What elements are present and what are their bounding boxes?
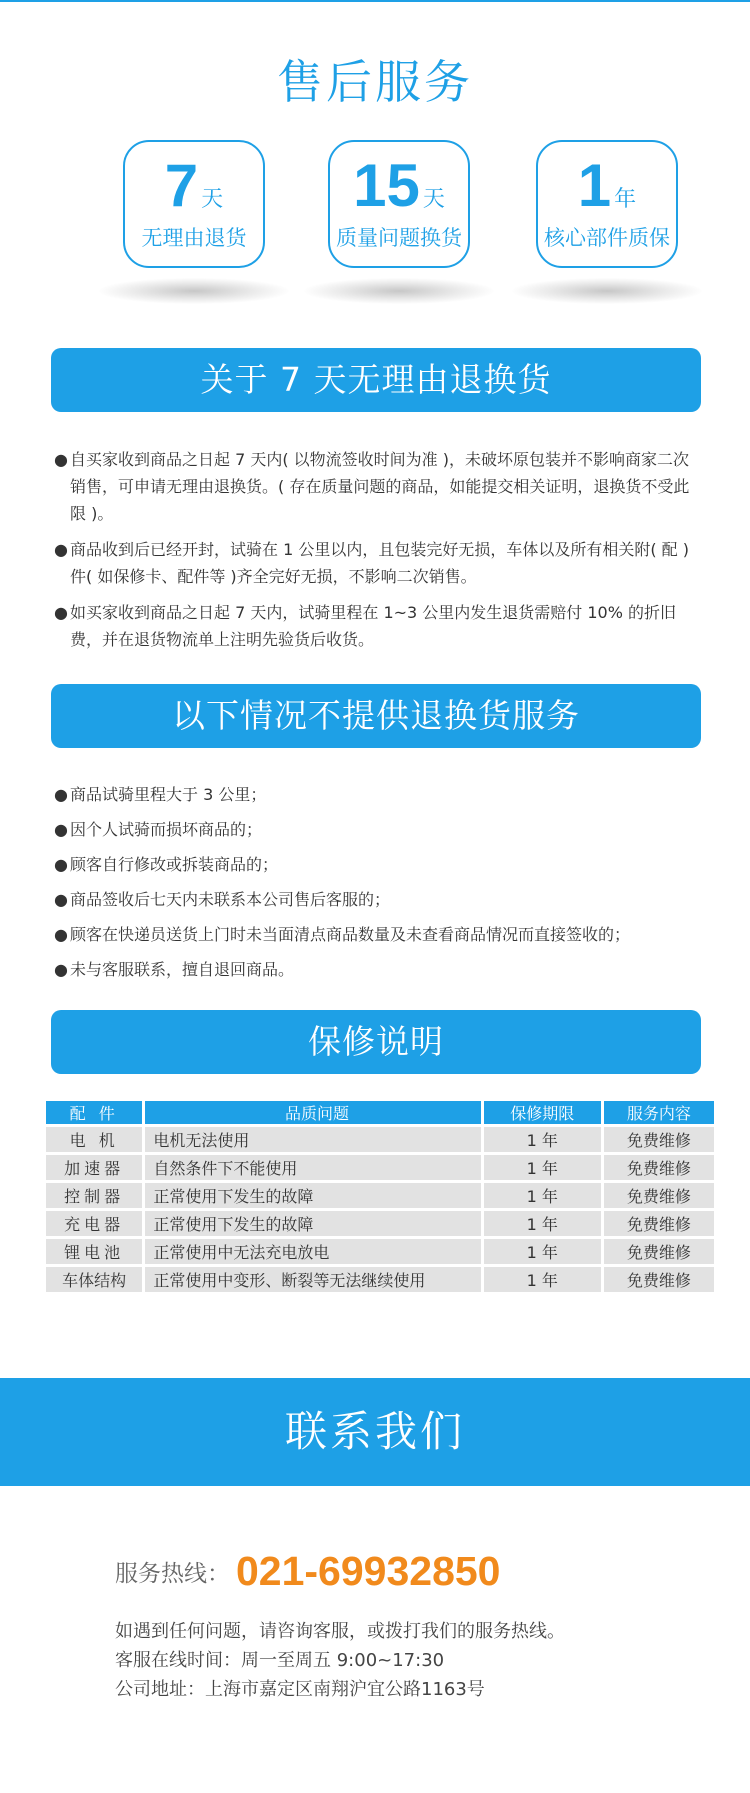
column-header-part: 配 件	[46, 1101, 142, 1124]
badge-number: 15	[353, 152, 420, 219]
contact-info	[115, 1617, 565, 1704]
warranty-banner: 保修说明	[51, 1010, 701, 1074]
return-policy-list	[54, 446, 704, 662]
cell-issue: 自然条件下不能使用	[145, 1155, 480, 1180]
table-row	[46, 1211, 714, 1236]
list-item	[54, 952, 704, 987]
cell-issue: 正常使用下发生的故障	[145, 1211, 480, 1236]
bullet-icon: ●	[54, 960, 68, 979]
bullet-icon: ●	[54, 603, 68, 622]
table-row	[46, 1239, 714, 1264]
hotline-number[interactable]: 021-69932850	[236, 1548, 501, 1594]
bullet-icon: ●	[54, 855, 68, 874]
list-item	[54, 536, 704, 590]
badge-description: 无理由退货	[141, 226, 247, 250]
page-title: 售后服务	[277, 55, 473, 109]
list-item	[54, 599, 704, 653]
bullet-icon: ●	[54, 890, 68, 909]
cell-service: 免费维修	[604, 1239, 714, 1264]
exclusions-banner: 以下情况不提供退换货服务	[51, 684, 701, 748]
list-item	[54, 917, 704, 952]
cell-part: 车体结构	[46, 1267, 142, 1292]
cell-period: 1 年	[484, 1183, 601, 1208]
badge-15-day-exchange	[328, 140, 470, 268]
list-item	[54, 446, 704, 527]
badge-unit: 天	[201, 187, 224, 212]
bullet-icon: ●	[54, 450, 68, 469]
top-divider	[0, 0, 750, 2]
badge-shadow	[99, 278, 289, 304]
bullet-icon: ●	[54, 785, 68, 804]
list-item-text: 未与客服联系，擅自退回商品。	[70, 960, 295, 979]
contact-banner: 联系我们	[0, 1378, 750, 1486]
cell-issue: 正常使用下发生的故障	[145, 1183, 480, 1208]
cell-part: 充电器	[46, 1211, 142, 1236]
exclusions-list	[54, 777, 704, 987]
table-row	[46, 1183, 714, 1208]
cell-service: 免费维修	[604, 1183, 714, 1208]
hotline-label: 服务热线：	[115, 1561, 230, 1587]
hotline	[115, 1548, 500, 1595]
cell-part: 加速器	[46, 1155, 142, 1180]
list-item-text: 自买家收到商品之日起 7 天内( 以物流签收时间为准 )，未破坏原包装并不影响商家二次销售，可申请无理由退换货。( 存在质量问题的商品，如能提交相关证明，退换货不受此限 )。	[70, 450, 690, 523]
column-header-service: 服务内容	[604, 1101, 714, 1124]
list-item-text: 因个人试骑而损坏商品的；	[70, 820, 263, 839]
badge-7-day-return	[123, 140, 265, 268]
cell-period: 1 年	[484, 1239, 601, 1264]
contact-address: 公司地址：上海市嘉定区南翔沪宜公路1163号	[115, 1679, 485, 1700]
cell-part: 控制器	[46, 1183, 142, 1208]
list-item	[54, 847, 704, 882]
cell-service: 免费维修	[604, 1267, 714, 1292]
contact-hours: 客服在线时间：周一至周五 9:00~17:30	[115, 1650, 445, 1671]
table-row	[46, 1127, 714, 1152]
column-header-period: 保修期限	[484, 1101, 601, 1124]
badge-unit: 年	[614, 187, 637, 212]
cell-service: 免费维修	[604, 1211, 714, 1236]
cell-part: 电 机	[46, 1127, 142, 1152]
return-policy-banner: 关于 7 天无理由退换货	[51, 348, 701, 412]
badge-shadow	[304, 278, 494, 304]
cell-period: 1 年	[484, 1211, 601, 1236]
list-item	[54, 882, 704, 917]
cell-service: 免费维修	[604, 1155, 714, 1180]
list-item	[54, 777, 704, 812]
list-item-text: 商品收到后已经开封，试骑在 1 公里以内，且包装完好无损，车体以及所有相关附( 配 )件( 如保修卡、配件等 )齐全完好无损，不影响二次销售。	[70, 540, 690, 586]
contact-help-text: 如遇到任何问题，请咨询客服，或拨打我们的服务热线。	[115, 1621, 565, 1642]
badge-number: 7	[164, 152, 199, 219]
list-item-text: 如买家收到商品之日起 7 天内，试骑里程在 1~3 公里内发生退货需赔付 10% 的折旧费，并在退货物流单上注明先验货后收货。	[70, 603, 677, 649]
list-item	[54, 812, 704, 847]
cell-issue: 正常使用中变形、断裂等无法继续使用	[145, 1267, 480, 1292]
bullet-icon: ●	[54, 925, 68, 944]
cell-issue: 正常使用中无法充电放电	[145, 1239, 480, 1264]
badge-1-year-warranty	[536, 140, 678, 268]
cell-period: 1 年	[484, 1267, 601, 1292]
bullet-icon: ●	[54, 540, 68, 559]
badge-shadow	[512, 278, 702, 304]
list-item-text: 顾客自行修改或拆装商品的；	[70, 855, 279, 874]
list-item-text: 顾客在快递员送货上门时未当面清点商品数量及未查看商品情况而直接签收的；	[70, 925, 631, 944]
badge-description: 质量问题换货	[336, 226, 462, 250]
badge-unit: 天	[422, 187, 445, 212]
badge-number: 1	[577, 152, 612, 219]
cell-part: 锂电池	[46, 1239, 142, 1264]
column-header-issue: 品质问题	[145, 1101, 480, 1124]
list-item-text: 商品签收后七天内未联系本公司售后客服的；	[70, 890, 391, 909]
bullet-icon: ●	[54, 820, 68, 839]
table-row	[46, 1155, 714, 1180]
cell-issue: 电机无法使用	[145, 1127, 480, 1152]
warranty-table	[43, 1098, 717, 1295]
badge-description: 核心部件质保	[544, 226, 670, 250]
cell-service: 免费维修	[604, 1127, 714, 1152]
table-row	[46, 1267, 714, 1292]
list-item-text: 商品试骑里程大于 3 公里；	[70, 785, 267, 804]
cell-period: 1 年	[484, 1127, 601, 1152]
table-header-row	[46, 1101, 714, 1124]
cell-period: 1 年	[484, 1155, 601, 1180]
